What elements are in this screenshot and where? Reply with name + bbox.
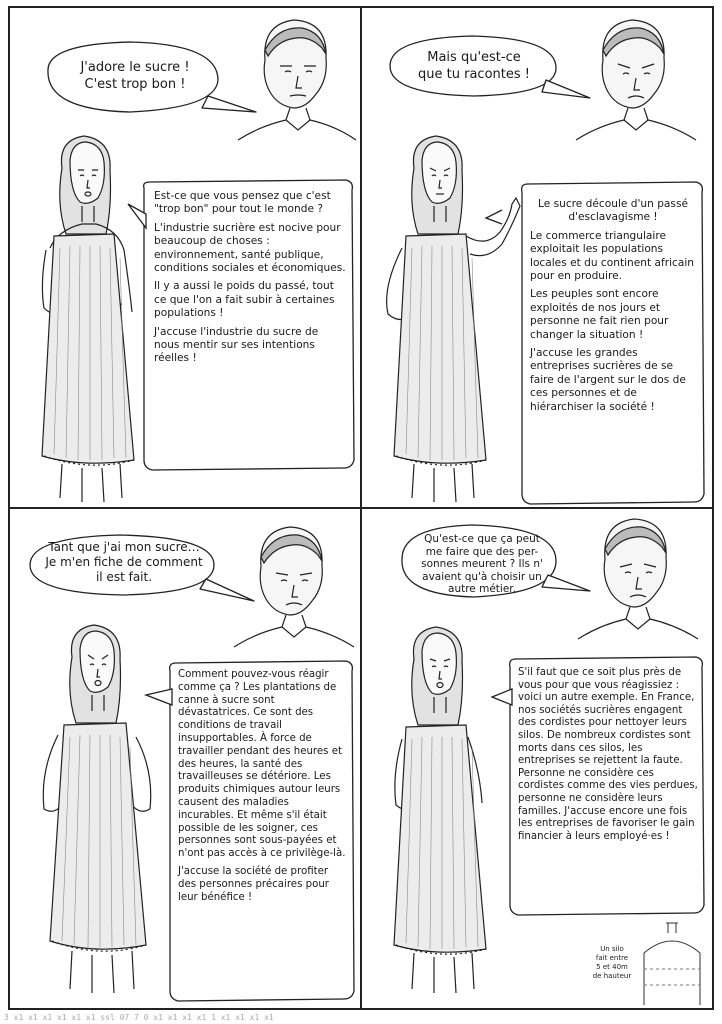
man-speech-line: Tant que j'ai mon sucre… xyxy=(48,540,200,554)
man-portrait xyxy=(234,527,354,647)
panel-1 xyxy=(10,8,360,507)
woman-speech-bubble xyxy=(518,667,698,848)
man-speech-bubble xyxy=(40,540,208,585)
man-speech-line: avaient qu'à choisir un xyxy=(422,570,542,583)
man-speech-bubble xyxy=(404,49,544,83)
scan-artifact-strip: 3 x1 x1 x1 x1 x1 x1 ssl 07 7 0 x1 x1 x1 x1 1 x1 x1 x1 x1 xyxy=(4,1013,274,1022)
woman-speech-bubble xyxy=(530,198,696,419)
man-speech-line: Je m'en fiche de comment xyxy=(45,555,203,569)
woman-speech-paragraph: J'accuse les grandes entreprises sucrières de se faire de l'argent sur le dos de ces personnes et de hiérarchiser la société ! xyxy=(530,347,686,413)
woman-speech-paragraph: Comment pouvez-vous réagir comme ça ? Les plantations de canne à sucre sont dévastatrices. Ce sont des conditions de travail insupportables. À force de travailler pendant des heures et des heures, la santé des travailleuses se détériore. Les produits chimiques autour leurs causent des maladies incurables. Et même s'il était possible de les soigner, ces personnes sont sous-payées et n'ont pas accès à ce privilège-là. xyxy=(178,669,346,860)
man-speech-line: me faire que des per- xyxy=(425,545,539,558)
man-speech-bubble xyxy=(60,59,210,93)
man-speech-line: autre métier. xyxy=(448,583,516,595)
silo-drawing xyxy=(644,923,700,1005)
caption-line: de hauteur xyxy=(592,972,632,980)
woman-speech-bubble xyxy=(154,190,346,371)
woman-speech-paragraph: S'il faut que ce soit plus près de vous pour que vous réagissiez : voici un autre exemple. En France, nos sociétés sucrières engagent des cordistes pour nettoyer leurs silos. De nombreux cordistes sont morts dans ces silos, les entreprises se rejettent la faute. Personne ne considère ces cordistes comme des vies perdues, personne ne considère leurs familles. J'accuse encore une fois les entreprises de favoriser le gain financier à leurs employé·es ! xyxy=(518,667,698,842)
man-speech-bubble xyxy=(412,533,552,596)
woman-speech-paragraph: J'accuse l'industrie du sucre de nous mentir sur ses intentions réelles ! xyxy=(154,325,319,365)
woman-speech-paragraph: Il y a aussi le poids du passé, tout ce que l'on a fait subir à certaines populations ! xyxy=(154,280,335,320)
woman-figure xyxy=(394,627,486,993)
panel-3 xyxy=(10,509,360,1008)
woman-figure xyxy=(42,136,134,502)
woman-figure xyxy=(43,625,150,993)
woman-speech-paragraph: Le sucre découle d'un passé d'esclavagisme ! xyxy=(538,198,688,224)
woman-speech-paragraph: L'industrie sucrière est nocive pour beaucoup de choses : environnement, santé publique, conditions sociales et économiques. xyxy=(154,221,346,275)
man-speech-line: C'est trop bon ! xyxy=(84,77,186,92)
man-speech-line: Qu'est-ce que ça peut xyxy=(424,533,540,545)
woman-speech-paragraph: Le commerce triangulaire exploitait les populations locales et du continent africain pour en produire. xyxy=(530,229,695,283)
caption-line: Un silo xyxy=(600,945,624,953)
panel-4 xyxy=(362,509,712,1008)
woman-speech-bubble xyxy=(178,669,346,909)
woman-speech-paragraph: Les peuples sont encore exploités de nos jours et personne ne fait rien pour changer la situation ! xyxy=(530,288,669,341)
woman-speech-paragraph: J'accuse la société de profiter des personnes précaires pour leur bénéfice ! xyxy=(178,865,329,903)
man-speech-line: Mais qu'est-ce xyxy=(427,50,521,65)
caption-line: fait entre xyxy=(595,954,629,962)
caption-line: 5 et 40m xyxy=(596,963,628,971)
man-portrait xyxy=(578,519,698,639)
man-portrait xyxy=(238,20,356,140)
woman-speech-paragraph: Est-ce que vous pensez que c'est "trop bon" pour tout le monde ? xyxy=(154,190,331,216)
panel-2 xyxy=(362,8,712,507)
man-portrait xyxy=(576,20,696,140)
woman-figure xyxy=(387,136,520,502)
man-speech-line: il est fait. xyxy=(95,570,153,584)
man-speech-line: sonnes meurent ? Ils n' xyxy=(421,558,543,570)
man-speech-line: que tu racontes ! xyxy=(418,67,530,82)
man-speech-line: J'adore le sucre ! xyxy=(80,60,190,75)
silo-caption xyxy=(584,945,640,981)
